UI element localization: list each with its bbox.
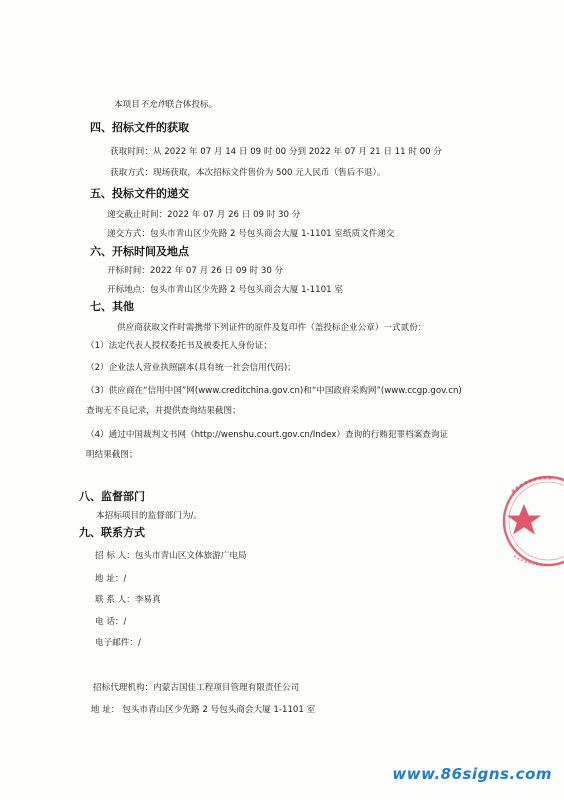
acquisition-method: 获取方式：现场获取，本次招标文件售价为 500 元人民币（售后不退）。 <box>110 168 386 178</box>
documents-item-2: （2）企业法人营业执照副本(具有统一社会信用代码)； <box>86 363 296 373</box>
official-seal-stamp <box>500 466 564 576</box>
submission-deadline: 递交截止时间：2022 年 07 月 26 日 09 时 30 分 <box>107 210 301 220</box>
section-8-heading: 八、监督部门 <box>79 490 145 503</box>
contact-person: 联 系 人：李易真 <box>95 595 161 605</box>
documents-intro: 供应商获取文件时需携带下列证件的原件及复印件（盖投标企业公章）一式贰份： <box>117 323 427 333</box>
agent-address: 地 址： 包头市青山区少先路 2 号包头商会大厦 1-1101 室 <box>91 705 316 715</box>
opening-location: 开标地点：包头市青山区少先路 2 号包头商会大厦 1-1101 室 <box>107 285 343 295</box>
contact-phone: 电 话：/ <box>95 617 127 627</box>
documents-item-4: （4）通过中国裁判文书网（http://wenshu.court.gov.cn/Index）查询的行贿犯罪档案查询证 <box>86 430 449 440</box>
seal-star-icon <box>507 504 541 535</box>
contact-tenderer: 招 标 人：包头市青山区文体旅游广电局 <box>95 551 247 561</box>
section-6-heading: 六、开标时间及地点 <box>90 245 189 258</box>
opening-time: 开标时间：2022 年 07 月 26 日 09 时 30 分 <box>107 266 284 276</box>
documents-item-1: （1）法定代表人授权委托书及被委托人身份证； <box>86 341 272 351</box>
submission-method: 递交方式：包头市青山区少先路 2 号包头商会大厦 1-1101 室纸质文件递交 <box>107 229 395 239</box>
section-7-heading: 七、其他 <box>90 300 134 313</box>
joint-bid-notice: 本项目不允许联合体投标。 <box>114 100 218 110</box>
site-watermark: www.86signs.com <box>392 765 552 783</box>
supervision-text: 本招标项目的监督部门为/。 <box>96 511 203 521</box>
section-5-heading: 五、投标文件的递交 <box>90 187 189 200</box>
documents-item-3-cont: 查询无不良记录，并提供查询结果截图； <box>86 406 241 416</box>
contact-address: 地 址：/ <box>95 574 127 584</box>
contact-email: 电子邮件：/ <box>95 638 141 648</box>
section-4-heading: 四、招标文件的获取 <box>90 121 189 134</box>
acquisition-time: 获取时间：从 2022 年 07 月 14 日 09 时 00 分到 2022 年 07 月 21 日 11 时 00 分 <box>110 147 442 157</box>
agent-name: 招标代理机构：内蒙古国佳工程项目管理有限责任公司 <box>93 683 300 693</box>
documents-item-3: （3）供应商在“信用中国”网(www.creditchina.gov.cn)和“中国政府采购网”(www.ccgp.gov.cn) <box>86 386 462 396</box>
documents-item-4-cont: 明结果截图； <box>86 450 138 460</box>
section-9-heading: 九、联系方式 <box>79 526 145 539</box>
